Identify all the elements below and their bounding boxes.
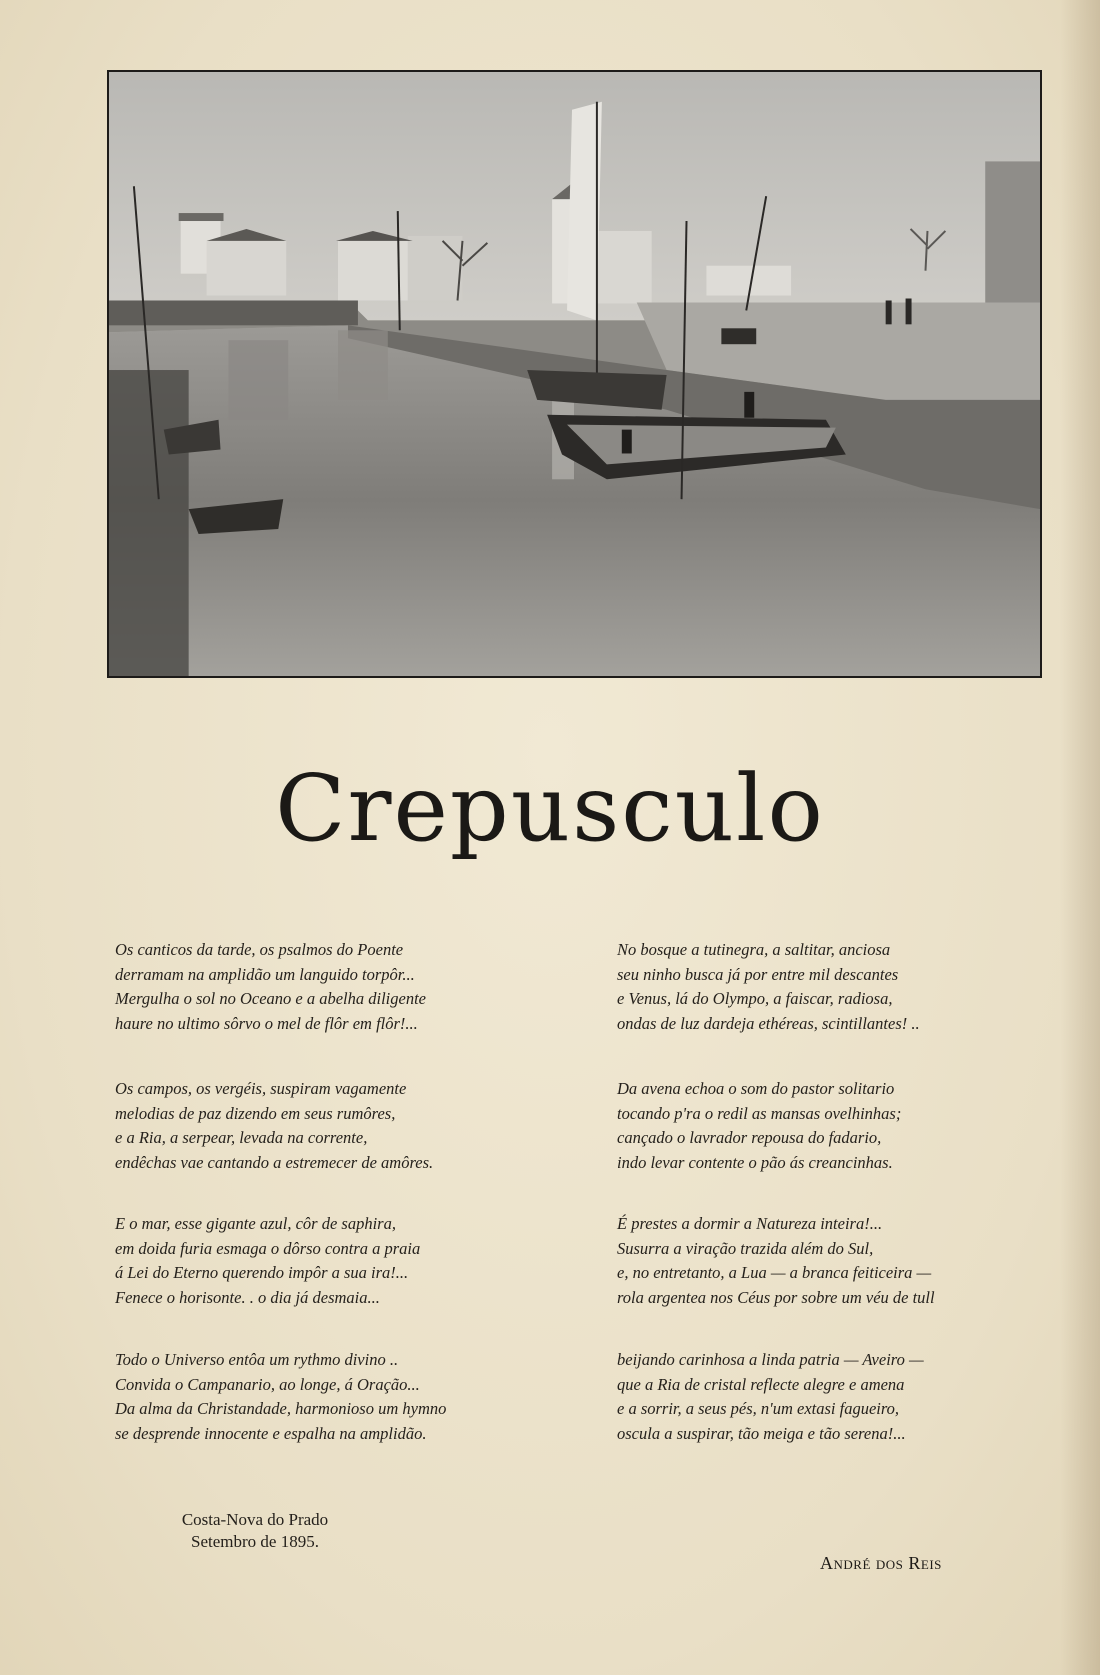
verse-line: á Lei do Eterno querendo impôr a sua ira!... [115,1263,409,1282]
stanza-right-1 [617,938,920,1036]
verse-line: endêchas vae cantando a estremecer de amôres. [115,1152,434,1172]
verse-line: Mergulha o sol no Oceano e a abelha diligente [115,989,426,1008]
verse-line: indo levar contente o pão ás creancinhas. [617,1152,893,1172]
verse-line: e a sorrir, a seus pés, n'um extasi fagueiro, [617,1399,900,1418]
stanza-right-2 [617,1077,901,1175]
stanza-left-1 [115,938,426,1036]
harbor-photo [107,70,1042,678]
verse-line: seu ninho busca já por entre mil descantes [617,964,899,984]
verse-line: Todo o Universo entôa um rythmo divino .. [115,1350,399,1369]
verse-line: ondas de luz dardeja ethéreas, scintillantes! .. [617,1013,920,1033]
verse-line: que a Ria de cristal reflecte alegre e amena [617,1374,905,1394]
verse-line: e a Ria, a serpear, levada na corrente, [115,1128,368,1147]
poem-title: Crepusculo [275,755,825,862]
verse-line: É prestes a dormir a Natureza inteira!... [617,1214,883,1233]
verse-line: Os campos, os vergéis, suspiram vagamente [115,1079,407,1098]
verse-line: melodias de paz dizendo em seus rumôres, [115,1103,396,1123]
verse-line: E o mar, esse gigante azul, côr de saphira, [115,1214,396,1233]
stanza-right-3 [617,1212,935,1310]
verse-line: beijando carinhosa a linda patria — Aveiro — [617,1350,924,1369]
date-line: Setembro de 1895. [191,1532,319,1551]
place-and-date [160,1509,350,1553]
verse-line: tocando p'ra o redil as mansas ovelhinhas; [617,1103,902,1123]
verse-line: e Venus, lá do Olympo, a faiscar, radiosa, [617,989,893,1008]
stanza-left-3 [115,1212,420,1310]
verse-line: em doida furia esmaga o dôrso contra a praia [115,1238,421,1258]
verse-line: rola argentea nos Céus por sobre um véu de tull [617,1287,935,1307]
verse-line: haure no ultimo sôrvo o mel de flôr em flôr!... [115,1013,418,1033]
verse-line: Da avena echoa o som do pastor solitario [617,1079,895,1098]
verse-line: se desprende innocente e espalha na amplidão. [115,1423,427,1443]
place-line: Costa-Nova do Prado [181,1510,329,1529]
harbor-photo-image [109,72,1040,676]
verse-line: e, no entretanto, a Lua — a branca feiticeira — [617,1263,932,1282]
verse-line: Susurra a viração trazida além do Sul, [617,1238,874,1258]
verse-line: Da alma da Christandade, harmonioso um hymno [115,1399,447,1418]
verse-line: cançado o lavrador repousa do fadario, [617,1128,882,1147]
author-signature: André dos Reis [820,1553,942,1573]
verse-line: Os canticos da tarde, os psalmos do Poente [115,940,404,959]
stanza-left-2 [115,1077,433,1175]
verse-line: No bosque a tutinegra, a saltitar, anciosa [617,940,891,959]
stanza-left-4 [115,1348,446,1446]
verse-line: oscula a suspirar, tão meiga e tão serena!... [617,1423,906,1443]
verse-line: derramam na amplidão um languido torpôr... [115,964,415,984]
verse-line: Convida o Campanario, ao longe, á Oração... [115,1374,420,1394]
stanza-right-4 [617,1348,924,1446]
verse-line: Fenece o horisonte. . o dia já desmaia... [115,1287,380,1307]
